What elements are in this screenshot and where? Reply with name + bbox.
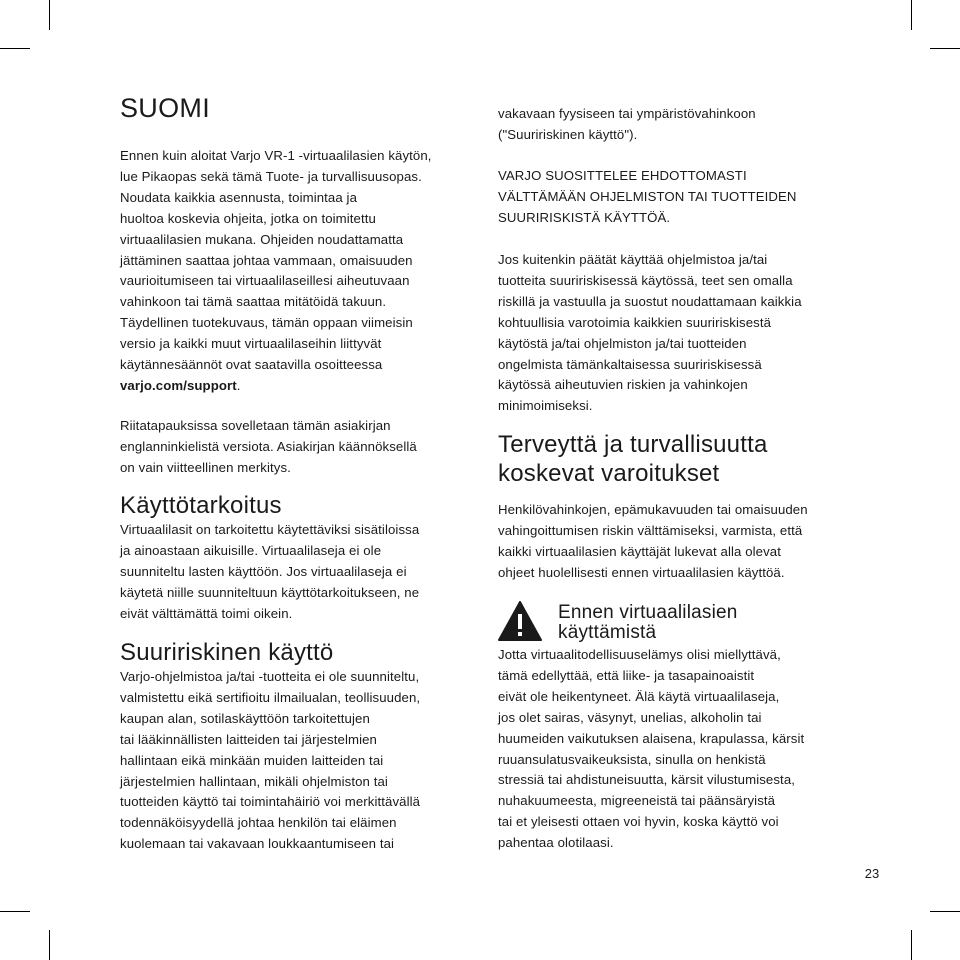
support-link[interactable]: varjo.com/support (120, 377, 237, 393)
recommendation-text: VARJO SUOSITTELEE EHDOTTOMASTI VÄLTTÄMÄÄN OHJELMISTON TAI TUOTTEIDEN SUURIRISKISTÄ KÄYTTÖÄ. (498, 168, 797, 225)
page-number: 23 (864, 866, 880, 881)
high-risk-continuation: vakavaan fyysiseen tai ympäristövahinkoon ("Suuririskinen käyttö"). (498, 106, 756, 142)
health-heading: Terveyttä ja turvallisuutta koskevat varoitukset (498, 431, 768, 487)
purpose-heading: Käyttötarkoitus (120, 492, 282, 519)
crop-mark (0, 48, 30, 49)
crop-mark (911, 0, 912, 30)
language-note: Riitatapauksissa sovelletaan tämän asiakirjan englanninkielistä versiota. Asiakirjan käännöksellä on vain viitteellinen merkitys. (120, 418, 417, 475)
crop-mark (911, 930, 912, 960)
crop-mark (0, 911, 30, 912)
intro-paragraph (120, 146, 482, 397)
crop-mark (930, 911, 960, 912)
purpose-text: Virtuaalilasit on tarkoitettu käytettäviksi sisätiloissa ja ainoastaan aikuisille. Virtuaalilaseja ei ole suunniteltu lasten käyttöön. Jos virtuaalilaseja ei käytetä niille suunniteltuun käyttötarkoitukseen, ne eivät välttämättä toimi oikein. (120, 522, 420, 621)
crop-mark (49, 930, 50, 960)
crop-mark (49, 0, 50, 30)
before-use-heading: Ennen virtuaalilasien käyttämistä (558, 602, 738, 643)
before-use-text: Jotta virtuaalitodellisuuselämys olisi miellyttävä, tämä edellyttää, että liike- ja tasapainoaistit eivät ole heikentyneet. Älä käytä virtuaalilaseja, jos olet sairas, väsynyt, unelias, alkoholin tai huumeiden vaikutuksen alaisena, krapulassa, kärsit ruuansulatusvaikeuksista, sinulla on henkistä stressiä tai ahdistuneisuutta, kärsit vilustumisesta, nuhakuumeesta, migreeneistä tai päänsäryistä tai et yleisesti ottaen voi hyvin, koska käyttö voi pahentaa olotilaasi. (498, 647, 805, 851)
high-risk-text: Varjo-ohjelmistoa ja/tai -tuotteita ei ole suunniteltu, valmistettu eikä sertifioitu ilmailualan, teollisuuden, kaupan alan, sotilaskäyttöön tarkoitettujen tai lääkinnällisten laitteiden tai järjestelmien hallintaan eikä minkään muiden laitteiden tai järjestelmien hallintaan, mikäli ohjelmiston tai tuotteiden käyttö tai toimintahäiriö voi merkittävällä todennäköisyydellä johtaa henkilön tai eläimen kuolemaan tai vakavaan loukkaantumiseen tai (120, 669, 421, 852)
high-risk-heading: Suuririskinen käyttö (120, 639, 334, 666)
decision-text: Jos kuitenkin päätät käyttää ohjelmistoa ja/tai tuotteita suuririskisessä käytössä, teet sen omalla riskillä ja vastuulla ja suostut noudattamaan kaikkia kohtuullisia varotoimia kaikkien suuririskisestä käytöstä ja/tai ohjelmiston ja/tai tuotteiden ongelmista tämänkaltaisessa suuririskisessä käytössä aiheutuvien riskien ja vahinkojen minimoimiseksi. (498, 252, 802, 414)
crop-mark (930, 48, 960, 49)
warning-icon (498, 601, 542, 641)
support-suffix: . (236, 377, 241, 393)
health-text: Henkilövahinkojen, epämukavuuden tai omaisuuden vahingoittumisen riskin välttämiseksi, varmista, että kaikki virtuaalilasien käyttäjät lukevat alla olevat ohjeet huolellisesti ennen virtuaalilasien käyttöä. (498, 502, 808, 580)
page-title: SUOMI (120, 93, 211, 123)
intro-text: Ennen kuin aloitat Varjo VR-1 -virtuaalilasien käytön, lue Pikaopas sekä tämä Tuote- ja turvallisuusopas. Noudata kaikkia asennusta, toimintaa ja huoltoa koskevia ohjeita, jotka on toimitettu virtuaalilasien mukana. Ohjeiden noudattamatta jättäminen saattaa johtaa vammaan, omaisuuden vaurioitumiseen tai virtuaalilaseillesi aiheutuvaan vahinkoon tai tämä saattaa mitätöidä takuun. Täydellinen tuotekuvaus, tämän oppaan viimeisin versio ja kaikki muut virtuaalilaseihin liittyvät käytännesäännöt ovat saatavilla osoitteessa (120, 148, 432, 373)
